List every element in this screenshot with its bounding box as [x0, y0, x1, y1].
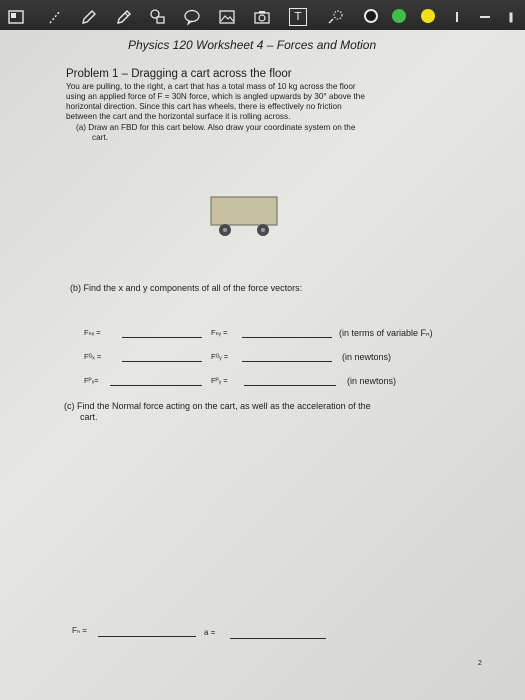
text-tool-label: T: [294, 10, 302, 23]
shapes-icon[interactable]: [149, 8, 167, 26]
color-swatch-green[interactable]: [392, 9, 406, 23]
fny-answer-line[interactable]: [242, 337, 332, 338]
page-thumbnail-icon[interactable]: [7, 8, 25, 26]
line-medium-icon[interactable]: [480, 16, 490, 18]
line-thick-icon[interactable]: [510, 13, 513, 23]
part-a-text: (a) Draw an FBD for this cart below. Also draw your coordinate system on the: [76, 123, 356, 132]
problem-text-line: between the cart and the horizontal surface it is rolling across.: [66, 112, 291, 121]
fn-final-answer-line[interactable]: [98, 636, 196, 637]
worksheet-page: [0, 30, 525, 700]
line-thin-icon[interactable]: [456, 12, 458, 22]
part-b-text: (b) Find the x and y components of all of the force vectors:: [70, 283, 303, 293]
fpx-answer-line[interactable]: [110, 385, 202, 386]
fny-label: Fₙᵧ =: [211, 328, 228, 337]
fg-units-note: (in newtons): [342, 352, 392, 362]
camera-icon[interactable]: [253, 8, 271, 26]
fpy-label: Fᴾᵧ =: [211, 376, 228, 385]
image-icon[interactable]: [218, 8, 236, 26]
fgy-answer-line[interactable]: [242, 361, 332, 362]
a-final-answer-line[interactable]: [230, 638, 326, 639]
annotation-toolbar: [0, 0, 525, 34]
part-c-text: cart.: [80, 412, 98, 422]
ink-settings-icon[interactable]: [327, 8, 345, 26]
comment-icon[interactable]: [183, 8, 201, 26]
worksheet-title: Physics 120 Worksheet 4 – Forces and Motion: [128, 38, 377, 52]
fgy-label: Fᴳᵧ =: [211, 352, 229, 361]
fpx-label: Fᴾₓ=: [84, 376, 99, 385]
problem-text-line: You are pulling, to the right, a cart that has a total mass of 10 kg across the floor: [66, 82, 356, 91]
a-answer-label: a =: [204, 628, 216, 637]
problem-text-line: using an applied force of F = 30N force, which is angled upwards by 30° above the: [66, 92, 365, 101]
highlighter-icon[interactable]: [115, 8, 133, 26]
color-swatch-black[interactable]: [364, 9, 378, 23]
color-swatch-yellow[interactable]: [421, 9, 435, 23]
fn-answer-label: Fₙ =: [72, 626, 87, 635]
fp-units-note: (in newtons): [347, 376, 397, 386]
pen-icon[interactable]: [80, 8, 98, 26]
lasso-icon[interactable]: [47, 8, 65, 26]
page-number: 2: [478, 660, 482, 667]
fpy-answer-line[interactable]: [244, 385, 336, 386]
text-icon[interactable]: [289, 8, 307, 26]
problem-heading: Problem 1 – Dragging a cart across the floor: [66, 68, 292, 80]
problem-text-line: horizontal direction. Since this cart has wheels, there is effectively no friction: [66, 102, 342, 111]
part-c-text: (c) Find the Normal force acting on the cart, as well as the acceleration of the: [64, 401, 371, 411]
cart-diagram: [205, 194, 285, 240]
fgx-label: Fᴳₓ =: [84, 352, 102, 361]
part-a-text: cart.: [92, 133, 108, 142]
fn-units-note: (in terms of variable Fₙ): [339, 328, 433, 338]
fgx-answer-line[interactable]: [122, 361, 202, 362]
fnx-label: Fₙₓ =: [84, 328, 101, 337]
fnx-answer-line[interactable]: [122, 337, 202, 338]
